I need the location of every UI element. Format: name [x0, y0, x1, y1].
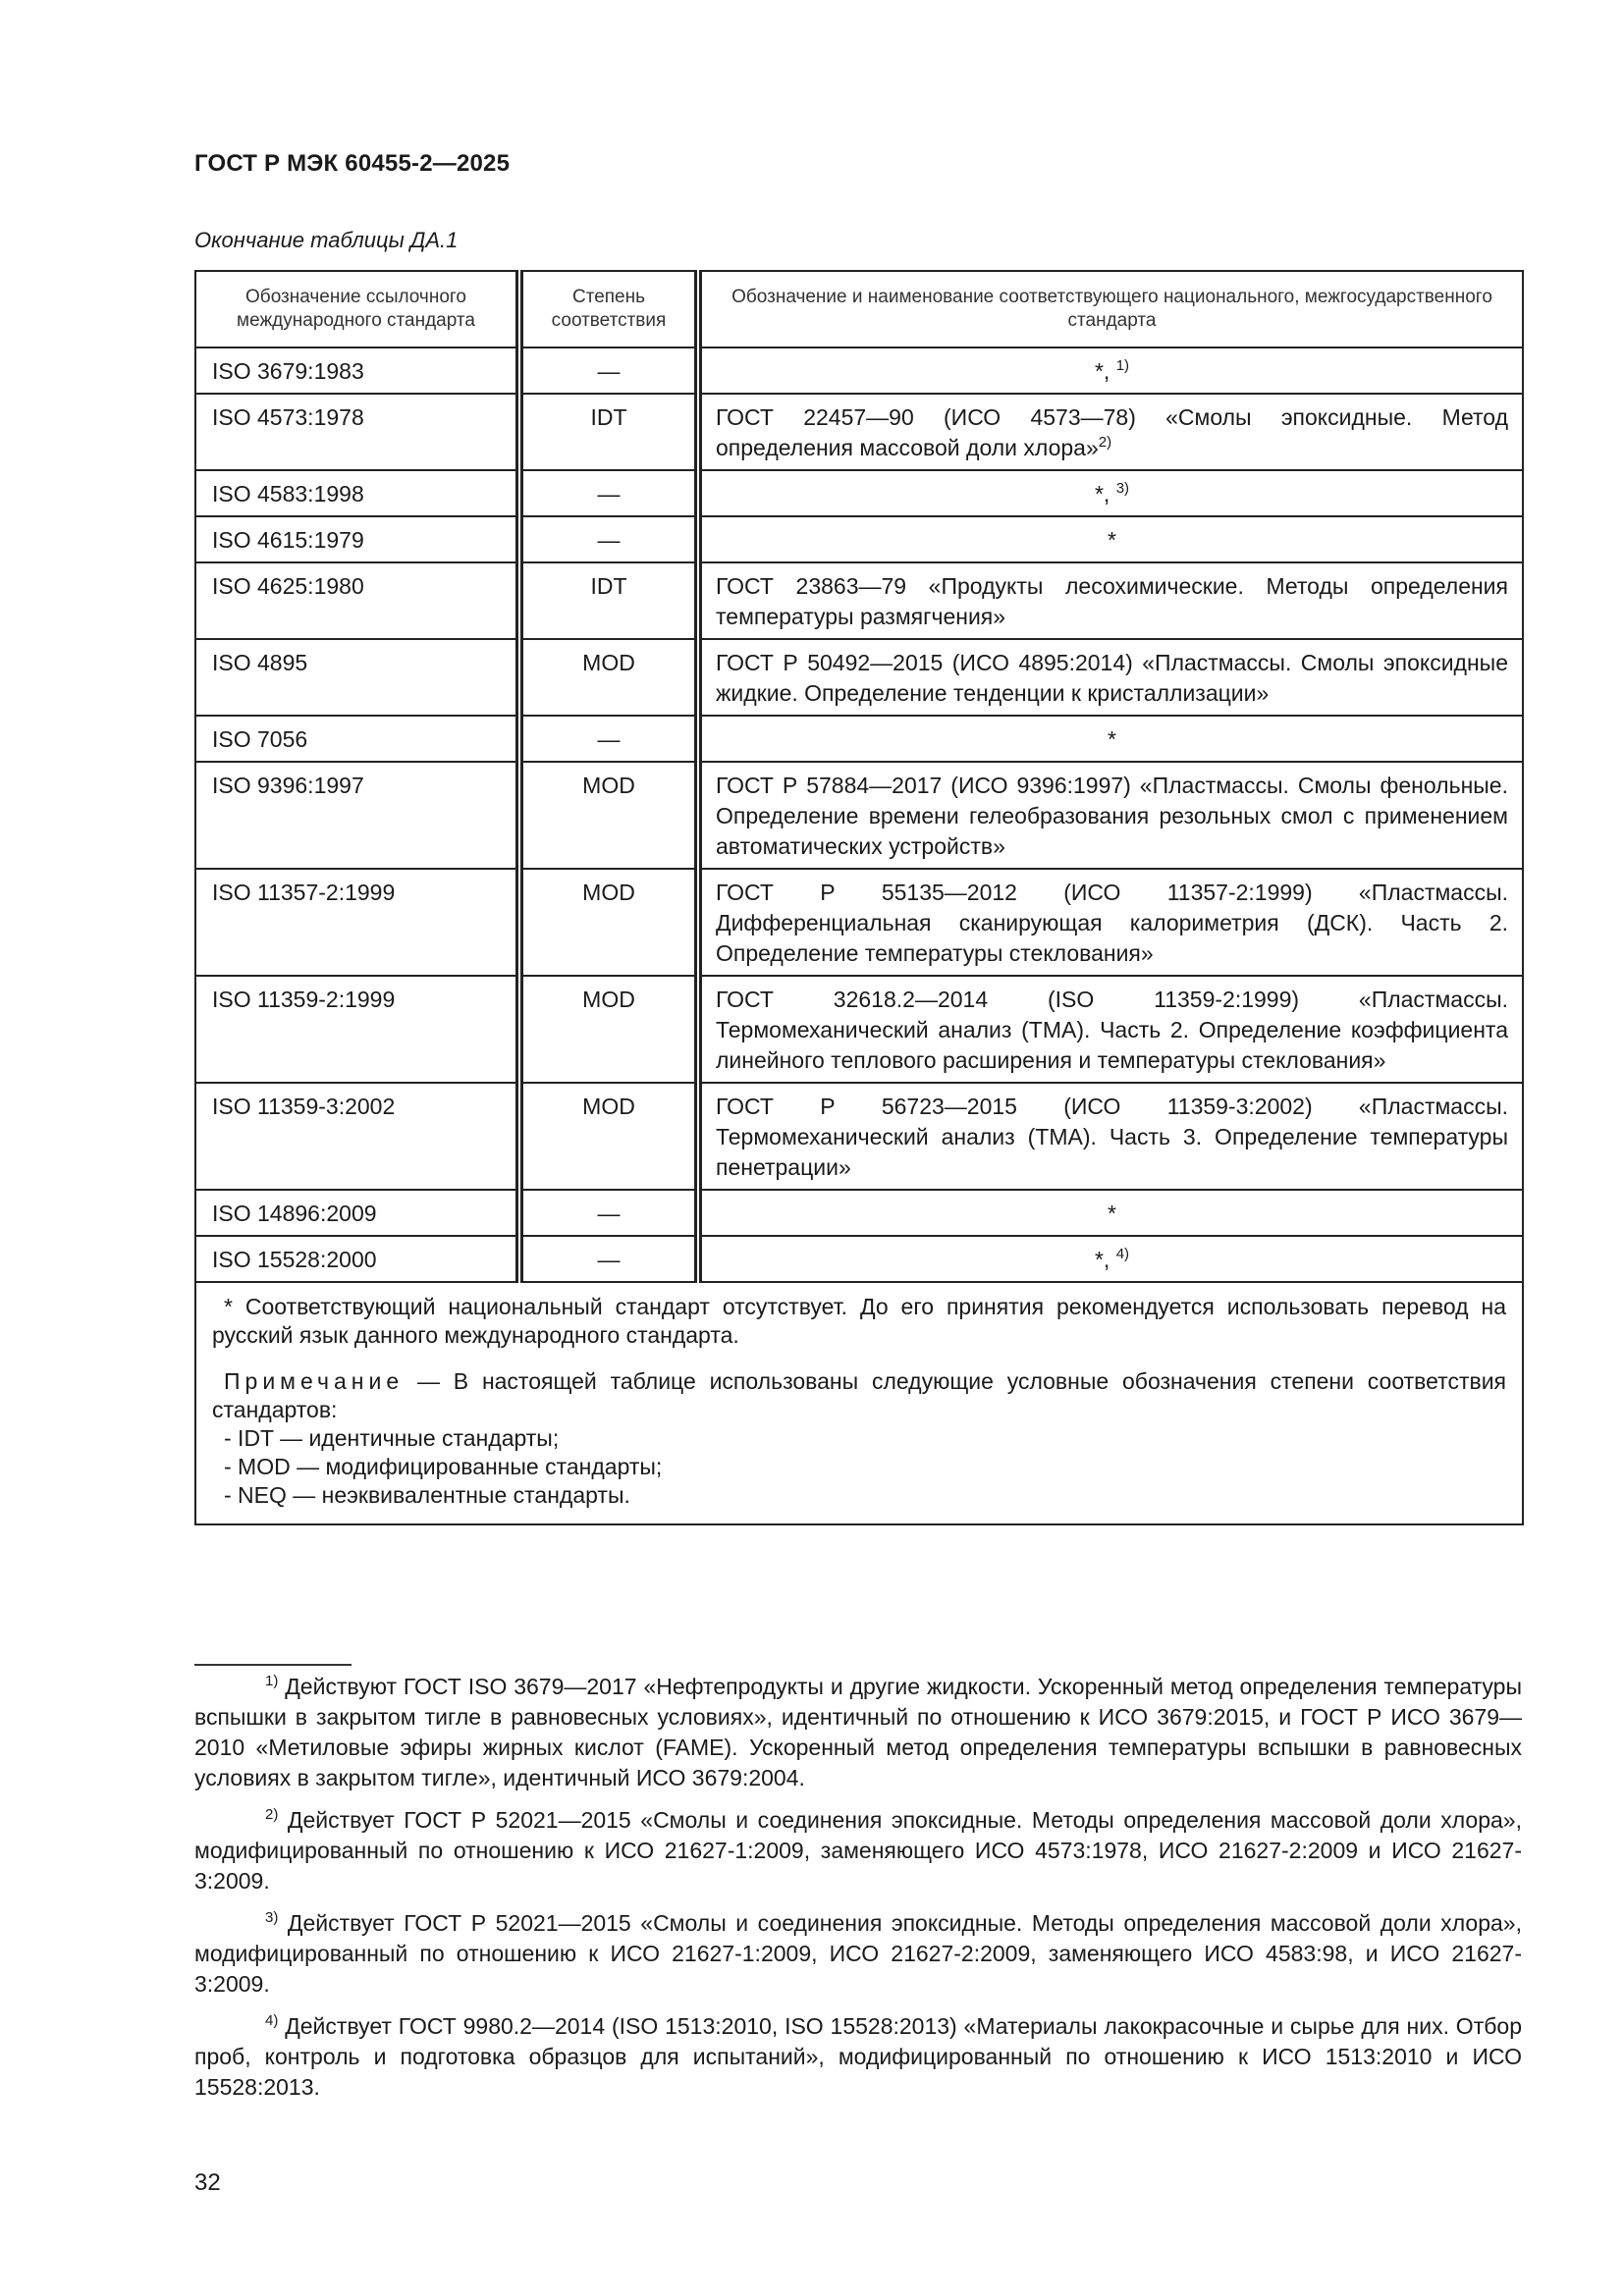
note-text: — В настоящей таблице использованы следующие условные обозначения степени соответствия стандартов: [212, 1368, 1506, 1422]
footnote-mark: 1) [265, 1673, 279, 1689]
note-paragraph [212, 1367, 1506, 1424]
col-header-ref: Обозначение ссылочного международного стандарта [195, 271, 519, 347]
table-row [195, 869, 1523, 976]
cell-national-standard [698, 562, 1523, 639]
cell-national-standard [698, 1083, 1523, 1190]
table-row [195, 976, 1523, 1083]
cell-degree: — [519, 1190, 698, 1236]
cell-national-standard [698, 869, 1523, 976]
footnote-2 [194, 1805, 1522, 1896]
table-caption: Окончание таблицы ДА.1 [194, 228, 459, 252]
table-body [195, 347, 1523, 1282]
national-standard-text: ГОСТ 32618.2—2014 (ISO 11359-2:1999) «Пластмассы. Термомеханический анализ (ТМА). Часть 2. Определение коэффициента линейного теплового расширения и температуры стеклования» [716, 987, 1508, 1073]
table-row [195, 1083, 1523, 1190]
cell-national-standard [698, 762, 1523, 869]
footnote-text: Действует ГОСТ Р 52021—2015 «Смолы и соединения эпоксидные. Методы определения массовой доли хлора», модифицированный по отношению к ИСО 21627-1:2009, заменяющего ИСО 4573:1978, ИСО 21627-2:2009 и ИСО 21627-3:2009. [194, 1807, 1522, 1894]
footnote-separator [194, 1664, 352, 1666]
cell-national-standard [698, 1236, 1523, 1282]
cell-ref-standard: ISO 7056 [195, 716, 519, 762]
cell-degree: — [519, 1236, 698, 1282]
footnote-mark: 2) [265, 1806, 279, 1823]
footnote-ref: 2) [1098, 434, 1112, 451]
cell-ref-standard: ISO 11359-3:2002 [195, 1083, 519, 1190]
col-header-degree: Степень соответствия [519, 271, 698, 347]
footnote-ref: 3) [1115, 480, 1130, 497]
national-standard-text: * [1094, 1247, 1104, 1272]
table-row [195, 516, 1523, 562]
cell-ref-standard: ISO 14896:2009 [195, 1190, 519, 1236]
cell-national-standard [698, 1190, 1523, 1236]
comma-separator: , [1103, 481, 1116, 507]
comma-separator: , [1103, 358, 1116, 384]
table-row [195, 347, 1523, 394]
comma-separator: , [1103, 1247, 1116, 1272]
cell-ref-standard: ISO 11359-2:1999 [195, 976, 519, 1083]
cell-degree: — [519, 516, 698, 562]
star-note: * Соответствующий национальный стандарт отсутствует. До его принятия рекомендуется использовать перевод на русский язык данного международного стандарта. [212, 1294, 1506, 1348]
cell-degree: — [519, 716, 698, 762]
cell-degree: MOD [519, 762, 698, 869]
footnote-3 [194, 1908, 1522, 2000]
cell-ref-standard: ISO 4573:1978 [195, 394, 519, 470]
footnote-1 [194, 1672, 1522, 1793]
note-list [212, 1424, 1506, 1510]
table-row [195, 1190, 1523, 1236]
footnote-ref: 1) [1115, 357, 1130, 374]
footnote-text: Действует ГОСТ Р 52021—2015 «Смолы и соединения эпоксидные. Методы определения массовой доли хлора», модифицированный по отношению к ИСО 21627-1:2009, ИСО 21627-2:2009, заменяющего ИСО 4583:98, и ИСО 21627-3:2009. [194, 1910, 1522, 1997]
footnote-mark: 4) [265, 2012, 279, 2029]
cell-degree: MOD [519, 976, 698, 1083]
national-standard-text: * [1108, 726, 1116, 752]
national-standard-text: * [1094, 481, 1104, 507]
footnote-text: Действует ГОСТ 9980.2—2014 (ISO 1513:2010, ISO 15528:2013) «Материалы лакокрасочные и сырье для них. Отбор проб, контроль и подготовка образцов для испытаний», модифицированный по отношению к ИСО 1513:2010 и ИСО 15528:2013. [194, 2013, 1522, 2100]
cell-ref-standard: ISO 4625:1980 [195, 562, 519, 639]
national-standard-text: ГОСТ 22457—90 (ИСО 4573—78) «Смолы эпоксидные. Метод определения массовой доли хлора» [716, 404, 1508, 460]
national-standard-text: ГОСТ Р 50492—2015 (ИСО 4895:2014) «Пластмассы. Смолы эпоксидные жидкие. Определение тенденции к кристаллизации» [716, 650, 1508, 706]
cell-national-standard [698, 347, 1523, 394]
table-row [195, 639, 1523, 716]
table-row [195, 470, 1523, 516]
cell-ref-standard: ISO 4615:1979 [195, 516, 519, 562]
cell-ref-standard: ISO 3679:1983 [195, 347, 519, 394]
note-item-mod: - MOD — модифицированные стандарты; [224, 1454, 663, 1479]
cell-national-standard [698, 716, 1523, 762]
national-standard-text: * [1094, 358, 1104, 384]
table-row [195, 394, 1523, 470]
page-number: 32 [194, 2169, 221, 2196]
table-notes [195, 1282, 1523, 1524]
cell-ref-standard: ISO 4895 [195, 639, 519, 716]
national-standard-text: * [1108, 527, 1116, 553]
cell-national-standard [698, 976, 1523, 1083]
cell-national-standard [698, 394, 1523, 470]
cell-ref-standard: ISO 4583:1998 [195, 470, 519, 516]
cell-degree: IDT [519, 394, 698, 470]
footnotes [194, 1672, 1522, 2114]
standards-table [194, 270, 1524, 1525]
cell-degree: MOD [519, 869, 698, 976]
note-item-neq: - NEQ — неэквивалентные стандарты. [224, 1482, 630, 1508]
note-label: Примечание [224, 1368, 405, 1394]
table-row [195, 562, 1523, 639]
national-standard-text: * [1108, 1201, 1116, 1226]
col-header-national: Обозначение и наименование соответствующего национального, межгосударственного стандарта [698, 271, 1523, 347]
national-standard-text: ГОСТ Р 56723—2015 (ИСО 11359-3:2002) «Пластмассы. Термомеханический анализ (ТМА). Часть 3. Определение температуры пенетрации» [716, 1094, 1508, 1180]
cell-degree: MOD [519, 639, 698, 716]
footnote-4 [194, 2011, 1522, 2103]
table-row [195, 1236, 1523, 1282]
cell-degree: — [519, 470, 698, 516]
note-item-idt: - IDT — идентичные стандарты; [224, 1425, 560, 1451]
cell-national-standard [698, 516, 1523, 562]
footnote-mark: 3) [265, 1909, 279, 1926]
cell-degree: — [519, 347, 698, 394]
cell-national-standard [698, 470, 1523, 516]
cell-ref-standard: ISO 15528:2000 [195, 1236, 519, 1282]
cell-ref-standard: ISO 11357-2:1999 [195, 869, 519, 976]
table-header-row [195, 271, 1523, 347]
cell-ref-standard: ISO 9396:1997 [195, 762, 519, 869]
cell-national-standard [698, 639, 1523, 716]
document-code: ГОСТ Р МЭК 60455-2—2025 [194, 150, 511, 177]
cell-degree: IDT [519, 562, 698, 639]
national-standard-text: ГОСТ Р 55135—2012 (ИСО 11357-2:1999) «Пластмассы. Дифференциальная сканирующая калориметрия (ДСК). Часть 2. Определение температуры стеклования» [716, 880, 1508, 966]
national-standard-text: ГОСТ 23863—79 «Продукты лесохимические. Методы определения температуры размягчения» [716, 573, 1508, 629]
cell-degree: MOD [519, 1083, 698, 1190]
table-row [195, 762, 1523, 869]
national-standard-text: ГОСТ Р 57884—2017 (ИСО 9396:1997) «Пластмассы. Смолы фенольные. Определение времени гелеобразования резольных смол с применением автоматических устройств» [716, 773, 1508, 859]
footnote-ref: 4) [1115, 1246, 1130, 1262]
footnote-text: Действуют ГОСТ ISO 3679—2017 «Нефтепродукты и другие жидкости. Ускоренный метод определения температуры вспышки в закрытом тигле в равновесных условиях», идентичный по отношению к ИСО 3679:2015, и ГОСТ Р ИСО 3679—2010 «Метиловые эфиры жирных кислот (FAME). Ускоренный метод определения температуры вспышки в равновесных условиях в закрытом тигле», идентичный ИСО 3679:2004. [194, 1674, 1522, 1790]
table-notes-row [195, 1282, 1523, 1524]
table-row [195, 716, 1523, 762]
